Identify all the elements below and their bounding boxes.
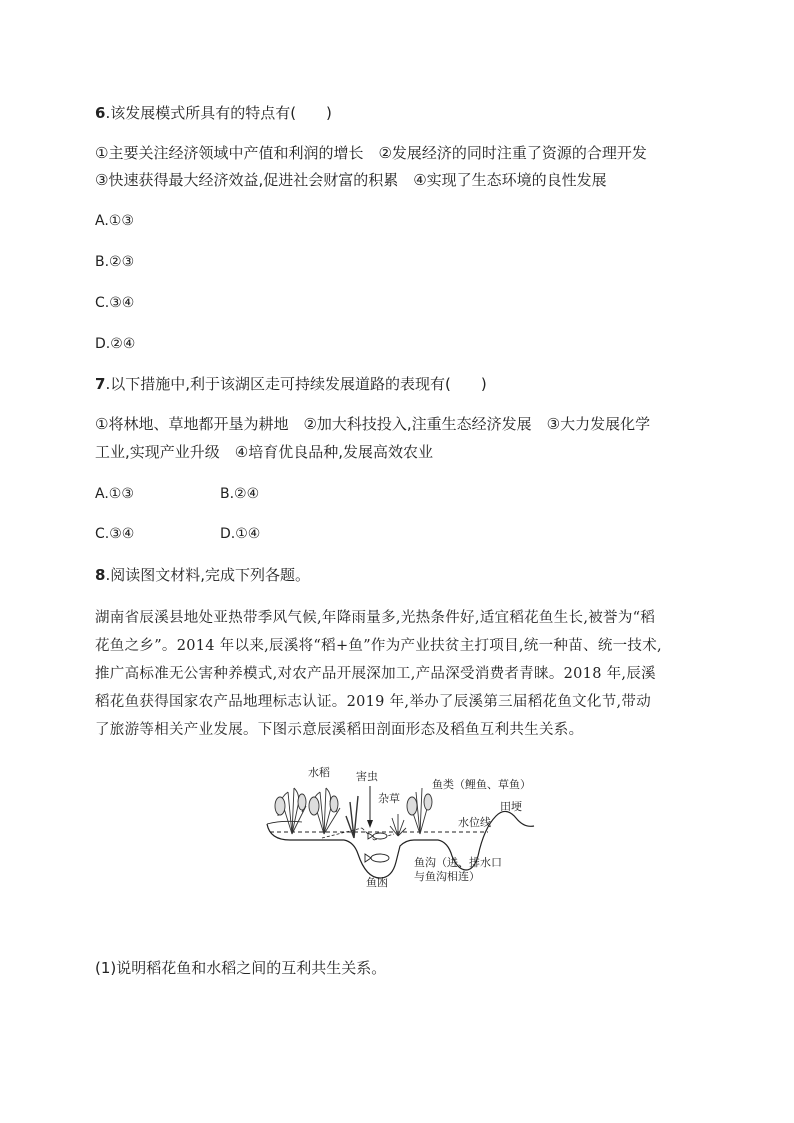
q7-stem: [95, 374, 487, 394]
fish-icon: [365, 854, 389, 862]
q6-option-a[interactable]: A.①③: [95, 213, 134, 229]
q7-text: .以下措施中,利于该湖区走可持续发展道路的表现有( ): [105, 375, 487, 393]
q8-number: 8: [95, 566, 106, 584]
label-weed: 杂草: [378, 792, 400, 805]
q6-option-c[interactable]: C.③④: [95, 295, 135, 311]
label-pest: 害虫: [356, 770, 378, 783]
q6-text: .该发展模式所具有的特点有( ): [105, 104, 332, 122]
rice-fish-field-diagram: [262, 762, 552, 890]
rice-plant-icon: [407, 788, 432, 834]
label-rice: 水稻: [308, 766, 330, 779]
q8-material-line-3: 推广高标准无公害种养模式,对农产品开展深加工,产品深受消费者青睐。2018 年,辰溪: [95, 666, 656, 682]
q7-option-a[interactable]: A.①③: [95, 486, 134, 502]
q6-option-b[interactable]: B.②③: [95, 254, 135, 270]
q6-option-d[interactable]: D.②④: [95, 336, 136, 352]
label-ditch-line-2: 与鱼沟相连）: [414, 870, 480, 883]
q7-option-b[interactable]: B.②④: [220, 486, 260, 502]
arrow-head-icon: [367, 820, 373, 828]
q6-stem: [95, 103, 332, 123]
q8-material-line-2: 花鱼之乡”。2014 年以来,辰溪将“稻+鱼”作为产业扶贫主打项目,统一种苗、统一技术,: [95, 638, 662, 654]
q7-number: 7: [95, 375, 106, 393]
q6-statement-2: ③快速获得最大经济效益,促进社会财富的积累 ④实现了生态环境的良性发展: [95, 171, 607, 189]
q8-text: .阅读图文材料,完成下列各题。: [105, 566, 310, 584]
q8-subquestion-1: (1)说明稻花鱼和水稻之间的互利共生关系。: [95, 959, 387, 977]
q8-material-line-1: 湖南省辰溪县地处亚热带季风气候,年降雨量多,光热条件好,适宜稻花鱼生长,被誉为“稻: [95, 610, 656, 626]
q8-material: [95, 604, 695, 744]
weed-icon: [390, 814, 406, 836]
label-fish-pit: 鱼凼: [366, 876, 388, 889]
label-ridge: 田埂: [500, 800, 522, 813]
q7-statement-2: 工业,实现产业升级 ④培育优良品种,发展高效农业: [95, 443, 433, 461]
q8-stem: [95, 565, 310, 585]
label-ditch-line-1: 鱼沟（进、排水口: [414, 856, 502, 869]
q7-option-c[interactable]: C.③④: [95, 526, 135, 542]
q8-material-line-5: 了旅游等相关产业发展。下图示意辰溪稻田剖面形态及稻鱼互利共生关系。: [95, 722, 584, 738]
q7-option-d[interactable]: D.①④: [220, 526, 261, 542]
rice-plant-icon: [275, 788, 306, 834]
label-fish: 鱼类（鲤鱼、草鱼）: [432, 778, 531, 791]
rice-plant-icon: [309, 788, 340, 834]
q6-statement-1: ①主要关注经济领域中产值和利润的增长 ②发展经济的同时注重了资源的合理开发: [95, 144, 647, 162]
q6-number: 6: [95, 104, 106, 122]
label-waterline: 水位线: [458, 816, 491, 829]
q8-material-line-4: 稻花鱼获得国家农产品地理标志认证。2019 年,举办了辰溪第三届稻花鱼文化节,带动: [95, 694, 652, 710]
fish-icon: [368, 833, 387, 839]
q7-statement-1: ①将林地、草地都开垦为耕地 ②加大科技投入,注重生态经济发展 ③大力发展化学: [95, 415, 651, 433]
